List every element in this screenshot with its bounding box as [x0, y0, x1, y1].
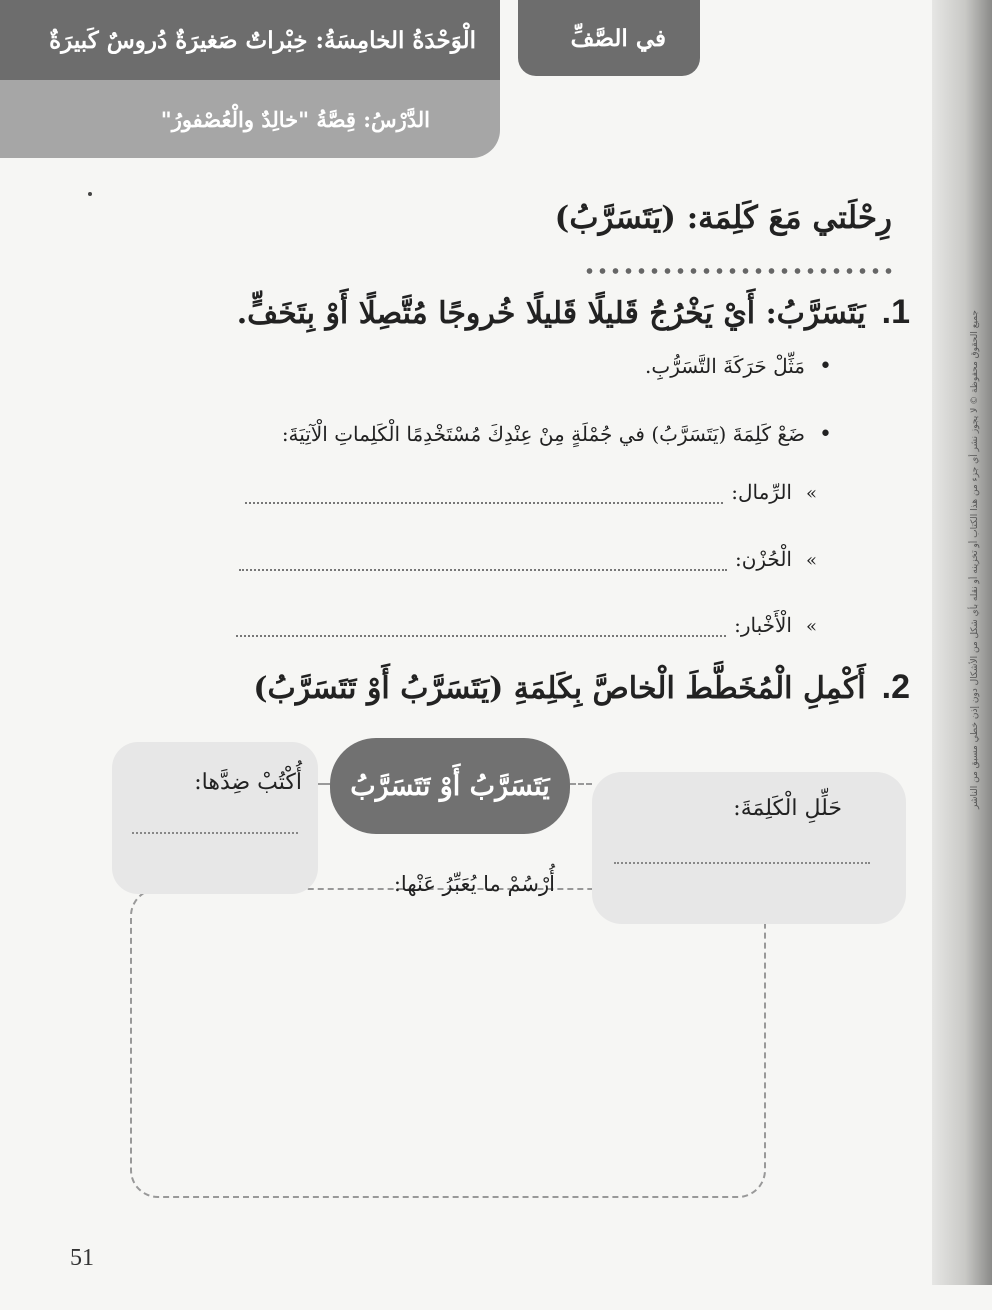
question-2-number: 2.	[881, 668, 910, 706]
analyze-word-label: حَلِّلِ الْكَلِمَةَ:	[733, 796, 842, 821]
fill-row-sadness	[239, 547, 817, 571]
word-sand: الرِّمال:	[731, 480, 792, 504]
unit-title-banner	[0, 0, 500, 80]
section-tab	[518, 0, 700, 76]
opposite-label: أُكْتُبْ ضِدَّها:	[194, 770, 302, 795]
question-2	[253, 668, 910, 707]
connector-left	[318, 783, 330, 785]
row-marker: »	[805, 550, 817, 571]
word-news: الْأَخْبار:	[734, 613, 792, 637]
unit-title: الْوَحْدَةُ الخامِسَةُ: خِبْراتٌ صَغيرَةٌ دُروسٌ كَبيرَةٌ	[49, 26, 476, 54]
question-2-text: أَكْمِلِ الْمُخَطَّطَ الْخاصَّ بِكَلِمَةِ (يَتَسَرَّبُ أَوْ تَتَسَرَّبُ)	[253, 671, 866, 706]
row-marker: »	[805, 616, 817, 637]
lesson-title: الدَّرْسُ: قِصَّةُ "خالِدٌ والْعُصْفورُ"	[160, 106, 430, 132]
answer-line-news[interactable]	[236, 621, 726, 637]
page-binding-shadow	[932, 0, 992, 1285]
question-1-text: يَتَسَرَّبُ: أَيْ يَخْرُجُ قَليلًا قَليلًا خُروجًا مُتَّصِلًا أَوْ بِتَخَفٍّ.	[236, 296, 866, 331]
analyze-word-box	[592, 772, 906, 924]
opposite-box	[112, 742, 318, 894]
bullet-act-out-text: مَثِّلْ حَرَكَةَ التَّسَرُّبِ.	[645, 354, 806, 378]
journey-title: رِحْلَتي مَعَ كَلِمَة: (يَتَسَرَّبُ)	[554, 200, 892, 236]
page-number: 51	[70, 1245, 94, 1271]
gutter-copyright: جميع الحقوق محفوظة © لا يجوز نشر أي جزء من هذا الكتاب أو تخزينه أو نقله بأي شكل من الأشكال دون إذن خطي مسبق من الناشر	[970, 310, 980, 809]
lesson-title-banner	[0, 80, 500, 158]
opposite-answer-line[interactable]	[132, 832, 298, 834]
analyze-answer-line[interactable]	[614, 862, 870, 864]
center-word-pill	[330, 738, 570, 834]
bullet-sentence-text: ضَعْ كَلِمَةَ (يَتَسَرَّبُ) في جُمْلَةٍ مِنْ عِنْدِكَ مُسْتَخْدِمًا الْكَلِماتِ الْآتِيَةَ:	[281, 422, 806, 446]
center-word: يَتَسَرَّبُ أَوْ تَتَسَرَّبُ	[350, 770, 550, 802]
question-1-number: 1.	[881, 293, 910, 331]
print-speck	[88, 192, 92, 196]
bullet-act-out	[645, 354, 832, 379]
drawing-area[interactable]	[130, 888, 766, 1198]
answer-line-sand[interactable]	[245, 488, 723, 504]
fill-row-sand	[245, 480, 817, 504]
row-marker: »	[805, 483, 817, 504]
answer-line-sadness[interactable]	[239, 555, 727, 571]
dotted-divider	[583, 266, 893, 276]
draw-label: أُرْسُمْ ما يُعَبِّرُ عَنْها:	[393, 872, 555, 896]
bullet-sentence	[282, 422, 832, 447]
word-sadness: الْحُزْن:	[734, 547, 792, 571]
fill-row-news	[236, 613, 817, 637]
question-1	[237, 293, 910, 332]
connector-right	[570, 783, 592, 785]
section-tab-label: في الصَّفِّ	[570, 24, 666, 52]
